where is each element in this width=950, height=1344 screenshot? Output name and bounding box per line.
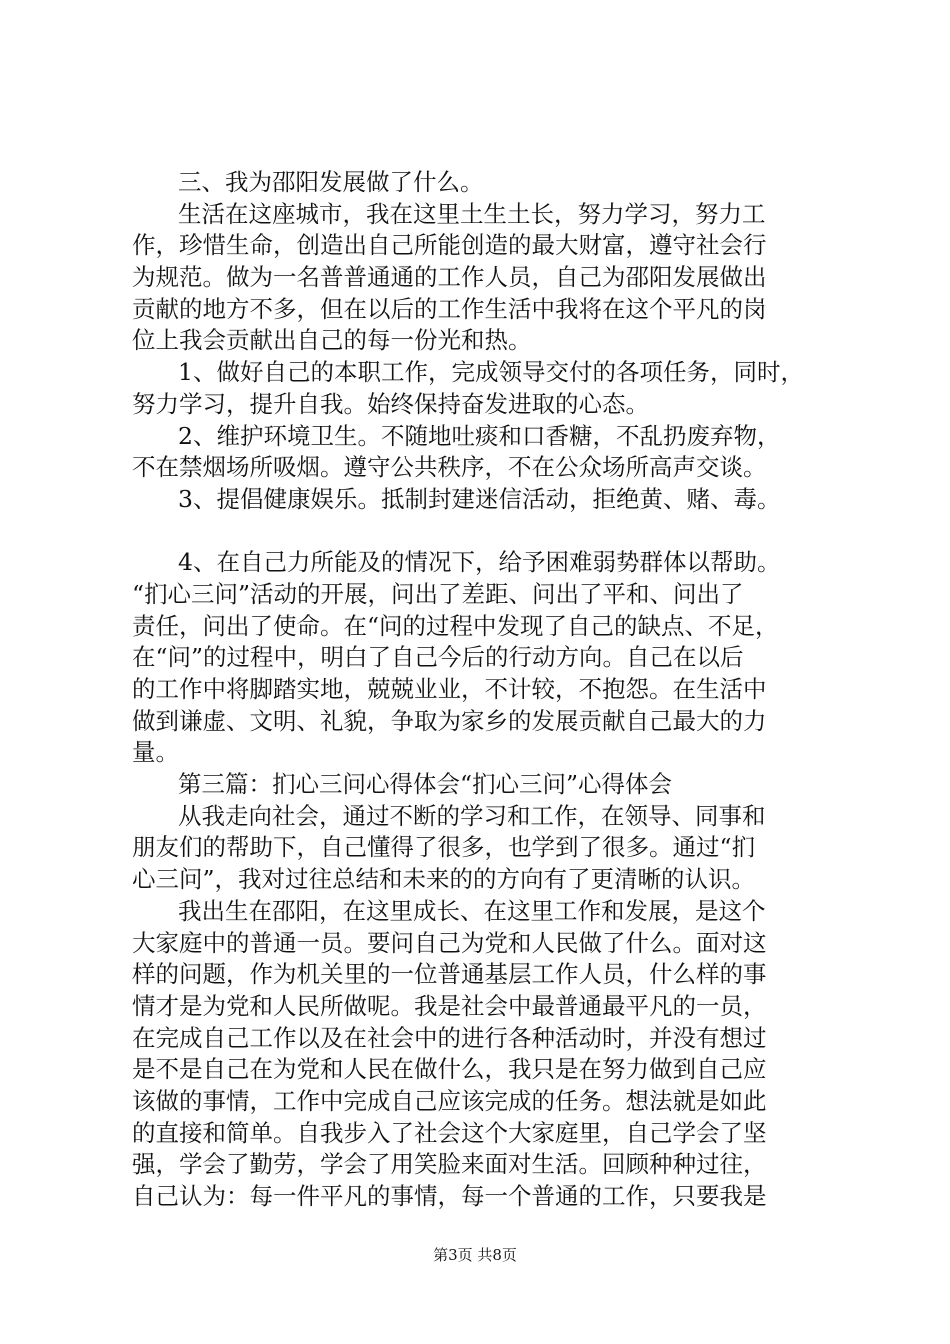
paragraph-line: 不在禁烟场所吸烟。遵守公共秩序，不在公众场所高声交谈。 xyxy=(132,453,767,482)
paragraph-line: 强，学会了勤劳，学会了用笑脸来面对生活。回顾种种过往， xyxy=(132,1150,767,1179)
paragraph-line: 的工作中将脚踏实地，兢兢业业，不计较，不抱怨。在生活中 xyxy=(132,675,767,703)
page-number: 第3页 共8页 xyxy=(433,1246,517,1264)
chapter-heading: 第三篇：扪心三问心得体会“扪心三问”心得体会 xyxy=(178,770,673,799)
paragraph-line: 的直接和简单。自我步入了社会这个大家庭里，自己学会了坚 xyxy=(132,1118,767,1147)
paragraph-line: 贡献的地方不多，但在以后的工作生活中我将在这个平凡的岗 xyxy=(132,294,767,323)
paragraph-line: 作，珍惜生命，创造出自己所能创造的最大财富，遵守社会行 xyxy=(132,231,767,260)
paragraph-line: 做到谦虚、文明、礼貌，争取为家乡的发展贡献自己最大的力 xyxy=(132,706,767,735)
paragraph-line: 我出生在邵阳，在这里成长、在这里工作和发展，是这个 xyxy=(178,896,766,925)
paragraph-line: 该做的事情，工作中完成自己应该完成的任务。想法就是如此 xyxy=(132,1086,767,1115)
paragraph-line: 努力学习，提升自我。始终保持奋发进取的心态。 xyxy=(132,389,649,418)
page-footer xyxy=(0,1245,950,1265)
list-item-2: 2、维护环境卫生。不随地吐痰和口香糖，不乱扔废弃物， xyxy=(178,421,781,450)
paragraph-line: 大家庭中的普通一员。要问自己为党和人民做了什么。面对这 xyxy=(132,928,767,957)
paragraph-line: 是不是自己在为党和人民在做什么，我只是在努力做到自己应 xyxy=(132,1055,767,1084)
paragraph-line: “扪心三问”活动的开展，问出了差距、问出了平和、问出了 xyxy=(132,579,744,608)
paragraph-line: 朋友们的帮助下，自己懂得了很多，也学到了很多。通过“扪 xyxy=(132,833,756,862)
list-item-1: 1、做好自己的本职工作，完成领导交付的各项任务，同时， xyxy=(178,358,804,387)
paragraph-line: 为规范。做为一名普普通通的工作人员，自己为邵阳发展做出 xyxy=(132,263,767,292)
list-item-4: 4、在自己力所能及的情况下，给予困难弱势群体以帮助。 xyxy=(178,548,781,577)
paragraph-line: 心三问”，我对过往总结和未来的的方向有了更清晰的认识。 xyxy=(132,865,756,894)
paragraph-line: 生活在这座城市，我在这里土生土长，努力学习，努力工 xyxy=(178,199,766,228)
list-item-3: 3、提倡健康娱乐。抵制封建迷信活动，拒绝黄、赌、毒。 xyxy=(178,484,781,513)
paragraph-line: 量。 xyxy=(132,738,179,767)
paragraph-line: 责任，问出了使命。在“问的过程中发现了自己的缺点、不足， xyxy=(132,611,779,640)
paragraph-line: 从我走向社会，通过不断的学习和工作，在领导、同事和 xyxy=(178,801,766,830)
paragraph-line: 在完成自己工作以及在社会中的进行各种活动时，并没有想过 xyxy=(132,1023,767,1052)
paragraph-line: 自己认为：每一件平凡的事情，每一个普通的工作，只要我是 xyxy=(132,1182,767,1210)
section-heading: 三、我为邵阳发展做了什么。 xyxy=(178,168,484,196)
paragraph-line: 样的问题，作为机关里的一位普通基层工作人员，什么样的事 xyxy=(132,960,767,989)
paragraph-line: 在“问”的过程中，明白了自己今后的行动方向。自己在以后 xyxy=(132,643,744,672)
paragraph-line: 位上我会贡献出自己的每一份光和热。 xyxy=(132,326,532,355)
body-text xyxy=(132,167,832,1213)
paragraph-line: 情才是为党和人民所做呢。我是社会中最普通最平凡的一员， xyxy=(132,991,767,1020)
